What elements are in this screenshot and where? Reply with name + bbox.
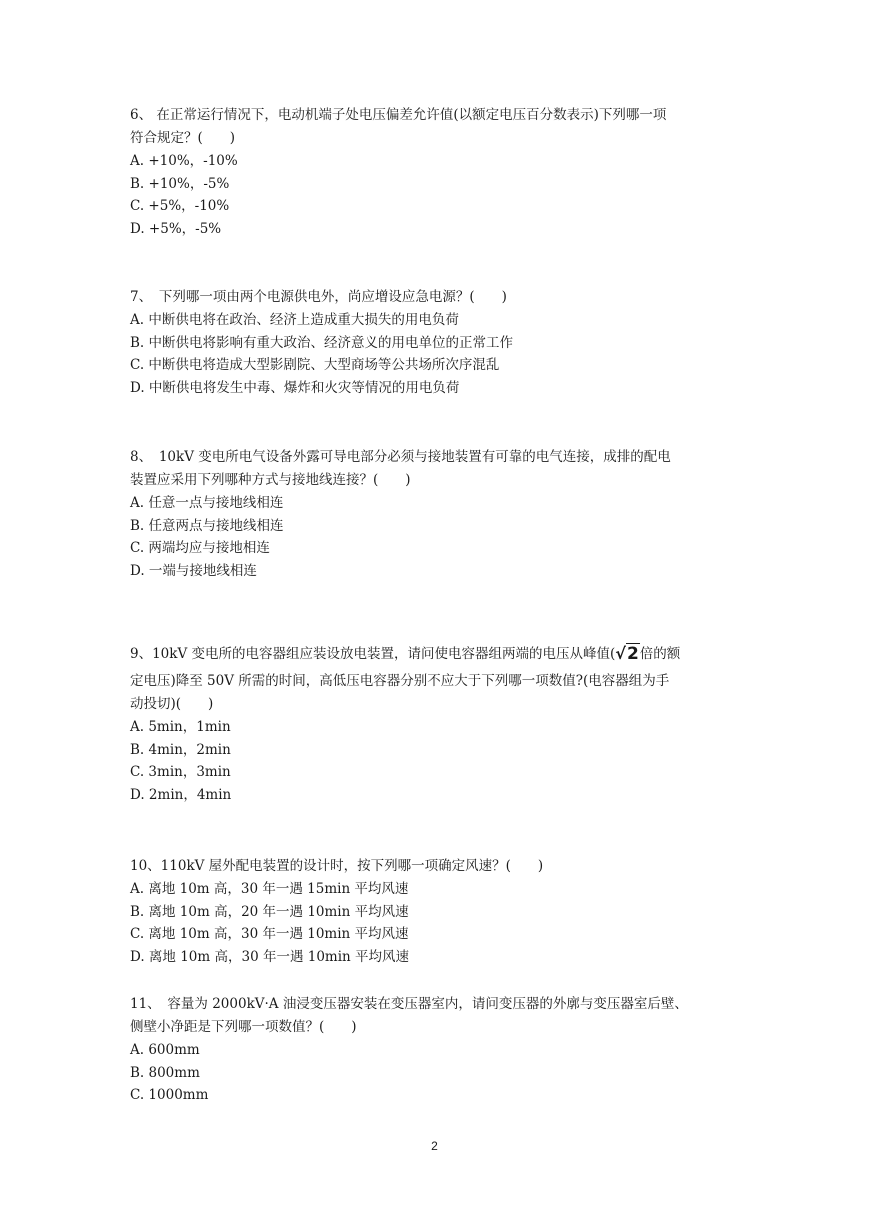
question-stem-line: 11、 容量为 2000kV·A 油浸变压器安装在变压器室内，请问变压器的外廓与变压器室后壁、 <box>130 996 688 1012</box>
question-9 <box>130 638 750 806</box>
option-c: C. 两端均应与接地相连 <box>130 540 270 557</box>
page-number: 2 <box>431 1139 438 1153</box>
option-b: B. 800mm <box>130 1064 200 1081</box>
option-a: A. 离地 10m 高，30 年一遇 15min 平均风速 <box>130 881 409 897</box>
stem-text: 倍的额 <box>639 646 681 662</box>
question-stem-line: 定电压)降至 50V 所需的时间，高低压电容器分别不应大于下列哪一项数值?(电容器组为手 <box>130 673 670 689</box>
option-c: C. 离地 10m 高，30 年一遇 10min 平均风速 <box>130 926 409 943</box>
question-6 <box>130 104 750 240</box>
option-a: A. 任意一点与接地线相连 <box>130 495 284 511</box>
stem-text: 9、10kV 变电所的电容器组应装设放电装置，请问使电容器组两端的电压从峰值( <box>130 646 616 662</box>
question-11 <box>130 993 750 1107</box>
question-stem-line: 装置应采用下列哪种方式与接地线连接？( ) <box>130 472 411 488</box>
option-d: D. 一端与接地线相连 <box>130 562 257 579</box>
question-8 <box>130 446 750 582</box>
option-d: D. 2min，4min <box>130 786 232 803</box>
question-stem-line: 侧壁小净距是下列哪一项数值？( ) <box>130 1019 357 1035</box>
option-d: D. +5%，-5% <box>130 220 222 237</box>
option-b: B. 任意两点与接地线相连 <box>130 517 284 534</box>
square-root-value: 2 <box>626 644 639 664</box>
question-stem-line <box>130 638 750 670</box>
option-b: B. +10%，-5% <box>130 175 230 192</box>
question-stem-line: 7、 下列哪一项由两个电源供电外，尚应增设应急电源？( ) <box>130 289 507 305</box>
option-b: B. 4min，2min <box>130 741 231 758</box>
question-stem-line: 10、110kV 屋外配电装置的设计时，按下列哪一项确定风速？( ) <box>130 858 544 874</box>
question-stem-line: 8、 10kV 变电所电气设备外露可导电部分必须与接地装置有可靠的电气连接，成排的配电 <box>130 449 671 465</box>
option-a: A. +10%，-10% <box>130 153 238 169</box>
question-stem-line: 符合规定？( ) <box>130 130 236 146</box>
question-7 <box>130 286 750 399</box>
option-a: A. 600mm <box>130 1042 200 1058</box>
option-c: C. 中断供电将造成大型影剧院、大型商场等公共场所次序混乱 <box>130 357 500 374</box>
option-c: C. +5%，-10% <box>130 198 230 215</box>
option-d: D. 中断供电将发生中毒、爆炸和火灾等情况的用电负荷 <box>130 379 460 396</box>
option-a: A. 5min，1min <box>130 719 231 735</box>
option-b: B. 中断供电将影响有重大政治、经济意义的用电单位的正常工作 <box>130 334 514 351</box>
option-b: B. 离地 10m 高，20 年一遇 10min 平均风速 <box>130 903 409 920</box>
question-stem-line: 动投切)( ) <box>130 696 214 712</box>
question-stem-line: 6、 在正常运行情况下，电动机端子处电压偏差允许值(以额定电压百分数表示)下列哪一项 <box>130 107 667 123</box>
option-c: C. 1000mm <box>130 1087 209 1104</box>
square-root-symbol: √2 <box>615 644 639 664</box>
option-d: D. 离地 10m 高，30 年一遇 10min 平均风速 <box>130 948 410 965</box>
option-c: C. 3min，3min <box>130 764 231 781</box>
question-10 <box>130 855 750 968</box>
option-a: A. 中断供电将在政治、经济上造成重大损失的用电负荷 <box>130 312 459 328</box>
